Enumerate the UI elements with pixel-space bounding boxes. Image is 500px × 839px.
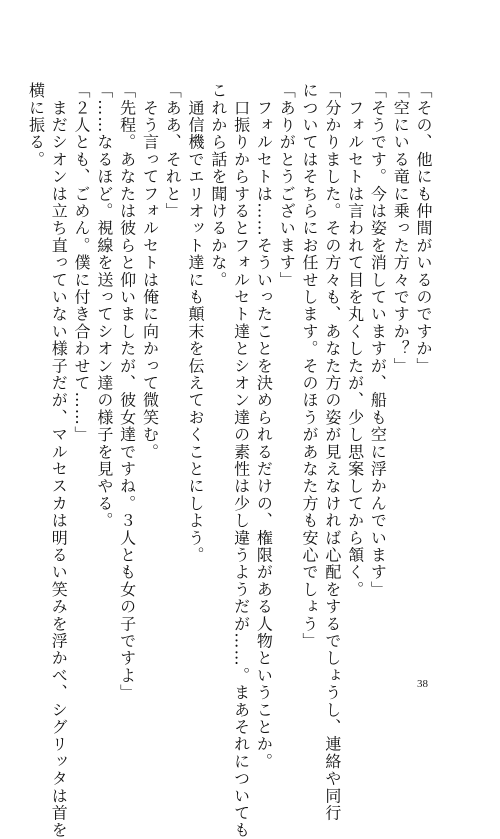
text-line: フォルセトは言われて目を丸くしたが、少し思案してから頷く。 [345, 82, 365, 598]
text-line: 横に振る。 [26, 82, 46, 168]
text-line: 「分かりました。その方々も、あなた方の姿が見えなければ心配をするでしょうし、連絡や同行 [322, 82, 342, 822]
text-line: 「空にいる竜に乗った方々ですか？」 [391, 82, 411, 375]
text-line: 「そうです。今は姿を消していますが、船も空に浮かんでいます」 [368, 82, 388, 598]
text-line: 「ありがとうございます」 [277, 82, 297, 289]
text-line: についてはそちらにお任せします。そのほうがあなた方も安心でしょう」 [300, 82, 320, 650]
text-line: 「２人とも、ごめん。僕に付き合わせて……」 [72, 82, 92, 444]
text-line: 口振りからするとフォルセト達とシオン達の素性は少し違うようだが……。まあそれについても [231, 82, 251, 839]
text-line: これから話を聞けるかな。 [208, 82, 228, 289]
text-line: 「……なるほど。視線を送ってシオン達の様子を見やる。 [94, 82, 114, 530]
text-line: フォルセトは……そういったことを決められるだけの、権限がある人物ということか。 [254, 82, 274, 770]
text-line: 通信機でエリオット達にも顛末を伝えておくことにしよう。 [186, 82, 206, 564]
text-line: まだシオンは立ち直っていない様子だが、マルセスカは明るい笑みを浮かべ、シグリッタは首を [49, 82, 69, 839]
text-line: 「ああ、それと」 [163, 82, 183, 220]
text-line: そう言ってフォルセトは俺に向かって微笑む。 [140, 82, 160, 461]
page-number: 38 [417, 678, 428, 690]
text-line: 「先程。あなたは彼らと仰いましたが、彼女達ですね。３人とも女の子ですよ」 [117, 82, 137, 702]
text-line: 「その、他にも仲間がいるのですか」 [414, 82, 433, 375]
